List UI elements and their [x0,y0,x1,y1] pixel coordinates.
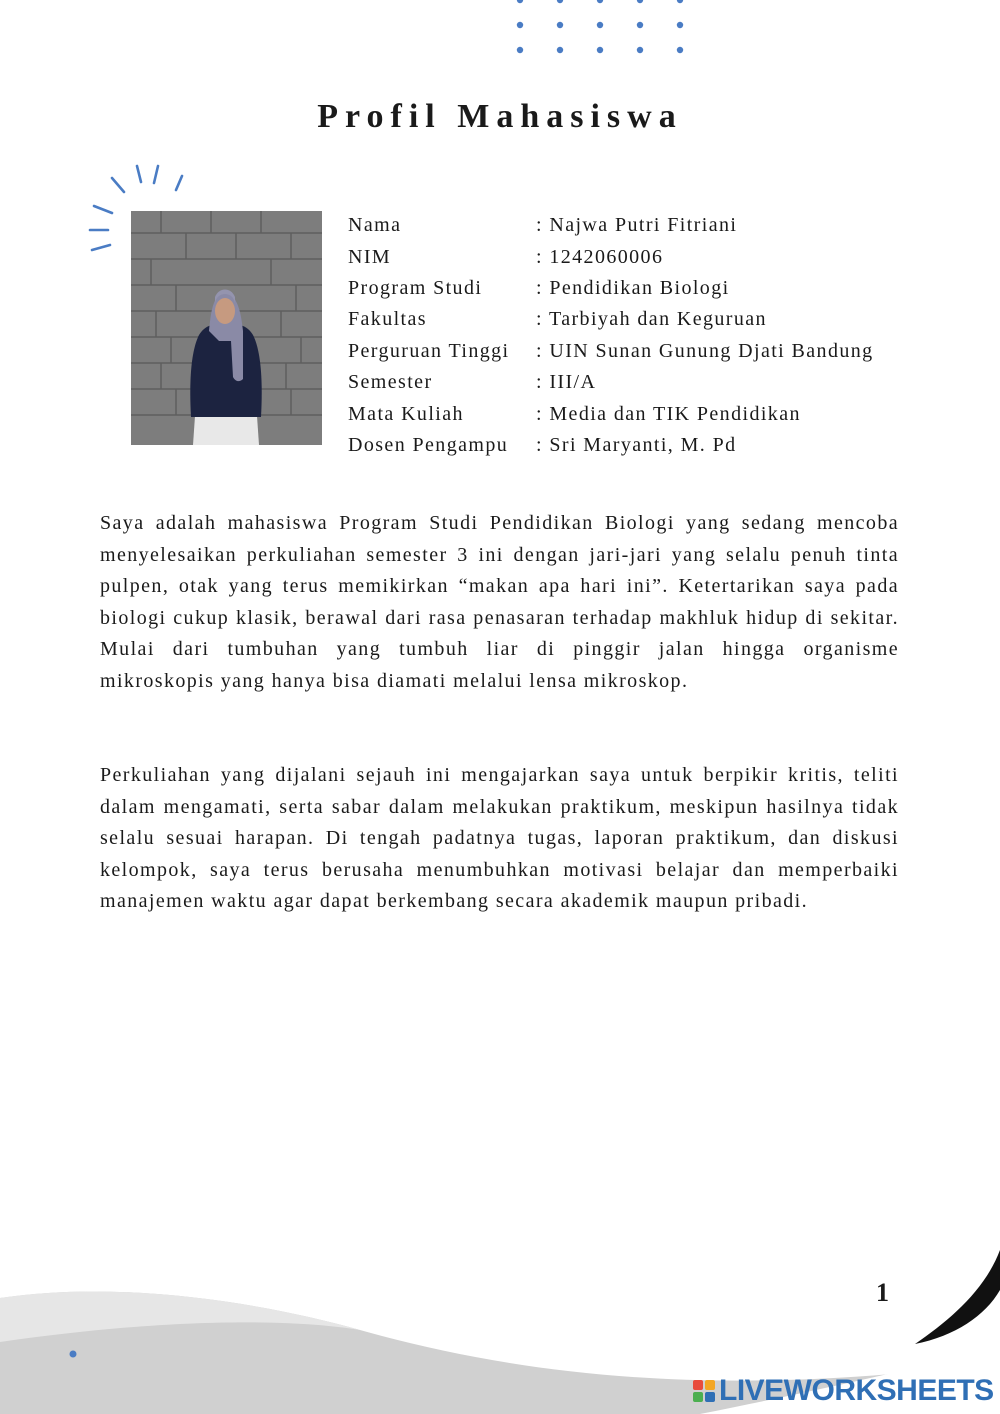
dot-pattern-decoration [508,0,698,58]
profile-value: : Sri Maryanti, M. Pd [536,433,737,456]
intro-paragraph: Saya adalah mahasiswa Program Studi Pendidikan Biologi yang sedang mencoba menyelesaikan perkuliahan semester 3 ini dengan jari-jari yang selalu penuh tinta pulpen, otak yang terus memikirkan “makan apa hari ini”. Ketertarikan saya pada biologi cukup klasik, berawal dari rasa penasaran terhadap makhluk hidup di sekitar. Mulai dari tumbuhan yang tumbuh liar di pinggir jalan hingga organisme mikroskopis yang hanya bisa diamati melalui lensa mikroskop. [100,512,899,692]
study-paragraph: Perkuliahan yang dijalani sejauh ini mengajarkan saya untuk berpikir kritis, teliti dalam mengamati, serta sabar dalam melakukan praktikum, meskipun hasilnya tidak selalu sesuai harapan. Di tengah padatnya tugas, laporan praktikum, dan diskusi kelompok, saya terus berusaha menumbuhkan motivasi belajar dan memperbaiki manajemen waktu agar dapat berkembang secara akademik maupun pribadi. [100,764,899,913]
profile-label: Perguruan Tinggi [348,339,510,362]
profile-row [348,210,874,241]
profile-row [348,336,874,367]
liveworksheets-logo-icon [693,1380,715,1402]
profile-value: : Media dan TIK Pendidikan [536,402,801,425]
page-number: 1 [876,1278,889,1307]
profile-value: : Tarbiyah dan Keguruan [536,308,767,331]
profile-row [348,273,874,304]
page-title: Profil Mahasiswa [317,98,683,135]
profile-label: Mata Kuliah [348,402,464,425]
profile-row [348,304,874,335]
profile-row [348,398,874,429]
profile-label: Fakultas [348,308,427,331]
profile-label: NIM [348,245,392,268]
profile-row [348,367,874,398]
profile-value: : Pendidikan Biologi [536,276,730,299]
profile-label: Dosen Pengampu [348,433,509,456]
profile-value: : III/A [536,371,597,394]
profile-row [348,241,874,272]
profile-value: : Najwa Putri Fitriani [536,214,738,237]
profile-label: Nama [348,214,402,237]
liveworksheets-logo [693,1374,994,1408]
student-portrait-image [131,211,322,445]
profile-info-table [348,210,874,461]
profile-label: Semester [348,371,433,394]
student-photo [131,211,322,445]
profile-label: Program Studi [348,276,483,299]
profile-value: : UIN Sunan Gunung Djati Bandung [536,339,874,362]
profile-row [348,430,874,461]
profile-value: : 1242060006 [536,245,664,268]
liveworksheets-logo-text: LIVEWORKSHEETS [719,1374,994,1407]
